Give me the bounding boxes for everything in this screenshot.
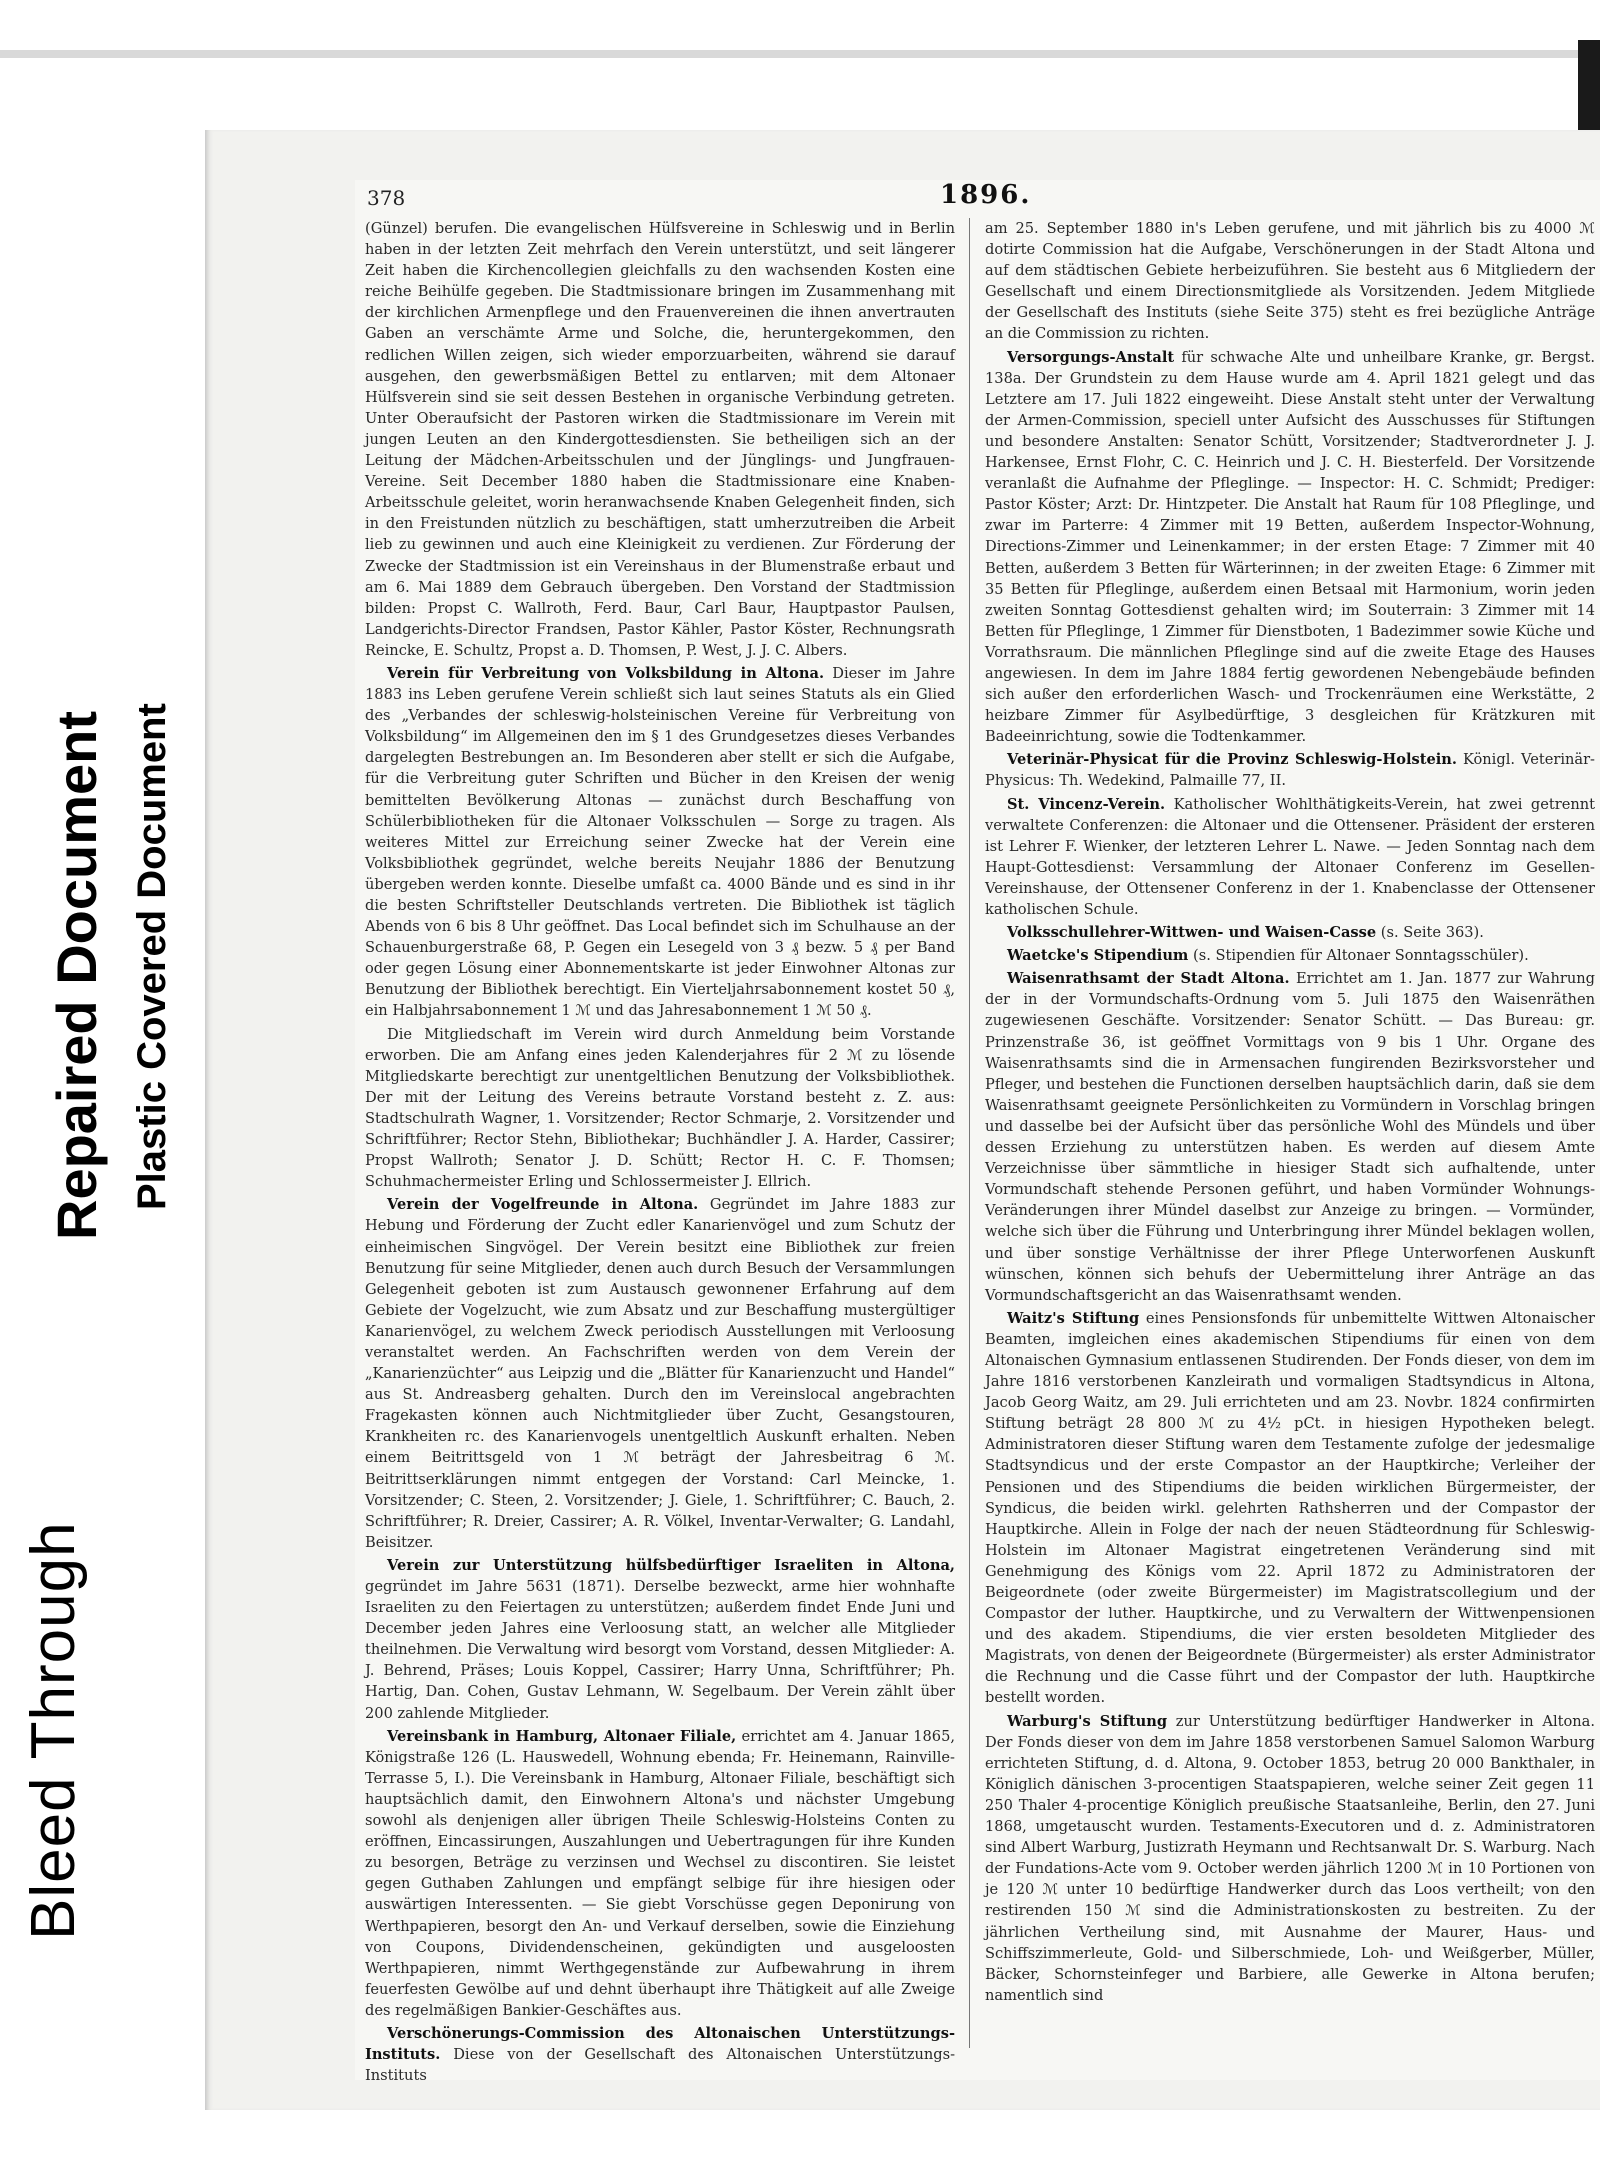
paragraph	[365, 1555, 955, 1724]
entry-heading: Versorgungs-Anstalt	[1007, 348, 1175, 366]
entry-heading: Veterinär-Physicat für die Provinz Schleswig-Holstein.	[1007, 751, 1457, 769]
entry-text: (s. Stipendien für Altonaer Sonntagsschüler).	[1193, 947, 1529, 965]
entry-heading: Volksschullehrer-Wittwen- und Waisen-Casse	[1007, 924, 1377, 942]
entry-text: Diese von der Gesellschaft des Altonaischen Unterstützungs-Instituts	[365, 2046, 956, 2085]
paragraph	[365, 2023, 955, 2086]
paragraph	[365, 218, 955, 661]
entry-heading: Waitz's Stiftung	[1007, 1309, 1140, 1327]
entry-heading: Warburg's Stiftung	[1007, 1712, 1168, 1730]
scanner-edge	[0, 50, 1600, 58]
entry-text: gegründet im Jahre 5631 (1871). Derselbe bezweckt, arme hier wohnhafte Israeliten zu den Feiertagen zu unterstützen; außerdem findet Ende Juni und December jeden Jahres eine Verloosung statt, an welcher alle Mitglieder theilnehmen. Die Verwaltung wird besorgt vom Vorstand, dessen Mitglieder: A. J. Behrend, Präses; Louis Koppel, Cassirer; Harry Unna, Schriftführer; Ph. Hartig, Dan. Cohen, Gustav Lehmann, W. Segelbaum. Der Verein zählt über 200 zahlende Mitglieder.	[365, 1578, 955, 1722]
left-column	[365, 218, 955, 2088]
entry-heading: Waetcke's Stipendium	[1007, 947, 1189, 965]
entry-heading: Vereinsbank in Hamburg, Altonaer Filiale,	[387, 1727, 737, 1745]
entry-text: Katholischer Wohlthätigkeits-Verein, hat zwei getrennt verwaltete Conferenzen: die Altonaer und die Ottensener. Präsident der ersteren ist Lehrer F. Wienker, der letzteren Lehrer L. Nawe. — Jeden Sonntag nach dem Haupt-Gottesdienst: Versammlung der Altonaer Conferenz im Gesellen-Vereinshause, der Ottensener Conferenz in der 1. Knabenclasse der Ottensener katholischen Schule.	[985, 795, 1595, 918]
paragraph	[985, 1308, 1595, 1709]
paragraph	[985, 218, 1595, 345]
entry-heading: Verein der Vogelfreunde in Altona.	[387, 1196, 699, 1214]
repaired-document-label: Repaired Document	[45, 711, 108, 1240]
paragraph	[365, 663, 955, 1022]
plastic-covered-label: Plastic Covered Document	[130, 703, 174, 1210]
entry-text: (Günzel) berufen. Die evangelischen Hülfsvereine in Schleswig und in Berlin haben in der letzten Zeit mehrfach den Verein unterstützt, und seit längerer Zeit haben die Kirchencollegien gleichfalls zu den wachsenden Kosten eine reiche Beihülfe gegeben. Die Stadtmissionare bringen im Zusammenhang mit der kirchlichen Armenpflege und den Frauenvereinen die ihnen anvertrauten Gaben an verschämte Arme und Solche, die, heruntergekommen, den redlichen Willen zeigen, sich wieder emporzuarbeiten, während sie darauf ausgehen, den gewerbsmäßigen Bettel zu entlarven; mit dem Altonaer Hülfsverein sind sie seit dessen Bestehen in organische Verbindung getreten. Unter Oberaufsicht der Pastoren wirken die Stadtmissionare im Verein mit jungen Leuten an den Kindergottesdiensten. Sie betheiligen sich an der Leitung der Mädchen-Arbeitsschulen und der Jünglings- und Jungfrauen-Vereine. Seit December 1880 haben die Stadtmissionare eine Knaben-Arbeitsschule geleitet, worin heranwachsende Knaben Gelegenheit finden, sich in den Freistunden nützlich zu beschäftigen, statt umherzutreiben die Arbeit lieb zu gewinnen und auch eine Kleinigkeit zu verdienen. Zur Förderung der Zwecke der Stadtmission ist ein Vereinshaus in der Blumenstraße erbaut und am 6. Mai 1889 dem Gebrauch übergeben. Den Vorstand der Stadtmission bilden: Propst C. Wallroth, Ferd. Baur, Carl Baur, Hauptpastor Paulsen, Landgerichts-Director Frandsen, Pastor Kähler, Pastor Köster, Rechnungsrath Reincke, E. Schultz, Propst a. D. Thomsen, P. West, J. J. C. Albers.	[365, 220, 955, 659]
scanned-page	[205, 130, 1600, 2110]
paragraph	[985, 794, 1595, 921]
paragraph	[985, 1711, 1595, 2006]
paragraph	[365, 1726, 955, 2021]
bleed-through-label: Bleed Through	[19, 1521, 88, 1940]
page-content	[355, 180, 1600, 2085]
entry-text: für schwache Alte und unheilbare Kranke, gr. Bergst. 138a. Der Grundstein zu dem Hause wurde am 4. April 1821 gelegt und das Letztere am 17. Juli 1822 eingeweiht. Diese Anstalt steht unter der Verwaltung der Armen-Commission, speciell unter Aufsicht des Ausschusses für Stiftungen und besondere Anstalten: Senator Schütt, Vorsitzender; Stadtverordneter J. J. Harkensee, Ernst Flohr, C. C. Heinrich und J. C. H. Biesterfeld. Der Vorsitzende veranlaßt die Aufnahme der Pfleglinge. — Inspector: H. C. Schmidt; Prediger: Pastor Köster; Arzt: Dr. Hintzpeter. Die Anstalt hat Raum für 108 Pfleglinge, und zwar im Parterre: 4 Zimmer mit 19 Betten, außerdem Inspector-Wohnung, Directions-Zimmer und Leinenkammer; in der ersten Etage: 7 Zimmer mit 40 Betten, außerdem 3 Betten für Wärterinnen; in der zweiten Etage: 6 Zimmer mit 35 Betten für Pfleglinge, außerdem einen Betsaal mit Harmonium, worin jeden zweiten Sonntag Gottesdienst gehalten wird; im Souterrain: 3 Zimmer mit 14 Betten für Pfleglinge, 1 Zimmer für Dienstboten, 1 Badezimmer sowie Küche und Vorrathsraum. Die männlichen Pfleglinge sind auf die zweite Etage des Hauses angewiesen. In dem im Jahre 1884 fertig gewordenen Nebengebäude befinden sich außer den erforderlichen Wasch- und Trockenräumen eine Werkstätte, 2 heizbare Zimmer für Asylbedürftige, 3 desgleichen für Krätzkuren mit Badeeinrichtung, sowie die Todtenkammer.	[985, 348, 1595, 746]
entry-text: Königl. Veterinär-Physicus: Th. Wedekind, Palmaille 77, II.	[985, 751, 1595, 790]
entry-text: errichtet am 4. Januar 1865, Königstraße 126 (L. Hauswedell, Wohnung ebenda; Fr. Heinemann, Rainville-Terrasse 5, I.). Die Vereinsbank in Hamburg, Altonaer Filiale, beschäftigt sich hauptsächlich damit, den Einwohnern Altona's und nächster Umgebung sowohl als denjenigen aller übrigen Theile Schleswig-Holsteins Conten zu eröffnen, Eincassirungen, Auszahlungen und Uebertragungen für ihre Kunden zu besorgen, Beträge zu verzinsen und Wechsel zu discontiren. Sie leistet gegen Guthaben Zahlungen und empfängt selbige für ihre hiesigen oder auswärtigen Interessenten. — Sie giebt Vorschüsse gegen Deponirung von Werthpapieren, besorgt den An- und Verkauf derselben, sowie die Einziehung von Coupons, Dividendenscheinen, gekündigten und ausgeloosten Werthpapieren, nimmt Werthgegenstände zur Aufbewahrung in ihrem feuerfesten Gewölbe auf und dehnt überhaupt ihre Thätigkeit auf alle Zweige des regelmäßigen Bankier-Geschäftes aus.	[365, 1727, 956, 2019]
entry-heading: Verschönerungs-Commission des Altonaischen Unterstützungs-Instituts.	[365, 2024, 955, 2064]
page-number: 378	[367, 186, 406, 210]
column-divider	[969, 218, 970, 2048]
entry-heading: St. Vincenz-Verein.	[1007, 795, 1166, 813]
entry-text: Die Mitgliedschaft im Verein wird durch Anmeldung beim Vorstande erworben. Die am Anfang eines jeden Kalenderjahres für 2 ℳ zu lösende Mitgliedskarte berechtigt zur unentgeltlichen Benutzung der Volksbibliothek. Der mit der Leitung des Vereins betraute Vorstand besteht z. Z. aus: Stadtschulrath Wagner, 1. Vorsitzender; Rector Schmarje, 2. Vorsitzender und Schriftführer; Rector Stehn, Bibliothekar; Buchhändler J. A. Harder, Cassirer; Propst Wallroth; Senator J. D. Schütt; Rector H. C. F. Thomsen; Schuhmachermeister Erling und Schlossermeister J. Ellrich.	[365, 1025, 955, 1191]
entry-text: zur Unterstützung bedürftiger Handwerker in Altona. Der Fonds dieser von dem im Jahre 1858 verstorbenen Samuel Salomon Warburg errichteten Stiftung, d. d. Altona, 9. October 1853, betrug 20 000 Bankthaler, in Königlich dänischen 3-procentigen Staatspapieren, welche seiner Zeit gegen 11 250 Thaler 4-procentige Königlich preußische Staatsanleihe, Berlin, den 27. Juni 1868, umgetauscht wurden. Testaments-Executoren und d. z. Administratoren sind Albert Warburg, Justizrath Heymann und Rechtsanwalt Dr. S. Warburg. Nach der Fundations-Acte vom 9. October werden jährlich 1200 ℳ in 10 Portionen von je 120 ℳ unter 10 bedürftige Handwerker durch das Loos vertheilt; von den restirenden 150 ℳ sind die Administrationskosten zu bestreiten. Zu der jährlichen Vertheilung sind, mit Ausnahme der Maurer, Haus- und Schiffszimmerleute, Gold- und Silberschmiede, Loh- und Weißgerber, Müller, Bäcker, Schornsteinfeger und Barbiere, alle Gewerke in Altona berufen; namentlich sind	[985, 1712, 1595, 2004]
entry-heading: Verein für Verbreitung von Volksbildung in Altona.	[387, 664, 825, 682]
right-column	[985, 218, 1595, 2008]
entry-text: Gegründet im Jahre 1883 zur Hebung und Förderung der Zucht edler Kanarienvögel und zum Schutz der einheimischen Singvögel. Der Verein besitzt eine Bibliothek zur freien Benutzung für seine Mitglieder, denen auch durch Besuch der Versammlungen Gelegenheit geboten ist zum Austausch gewonnener Erfahrung auf dem Gebiete der Vogelzucht, wie zum Absatz und zur Beschaffung mustergültiger Kanarienvögel, zu welchem Zweck periodisch Ausstellungen mit Verloosung veranstaltet werden. An Fachschriften werden von dem Verein der „Kanarienzüchter“ aus Leipzig und die „Blätter für Kanarienzucht und Handel“ aus St. Andreasberg gehalten. Durch den im Vereinslocal angebrachten Fragekasten können auch Nichtmitglieder über Zucht, Gesangstouren, Krankheiten rc. des Kanarienvogels unentgeltlich Auskunft erhalten. Neben einem Beitrittsgeld von 1 ℳ beträgt der Jahresbeitrag 6 ℳ. Beitrittserklärungen nimmt entgegen der Vorstand: Carl Meincke, 1. Vorsitzender; C. Steen, 2. Vorsitzender; J. Giele, 1. Schriftführer; C. Bauch, 2. Schriftführer; R. Dreier, Cassirer; A. R. Völkel, Inventar-Verwalter; G. Landahl, Beisitzer.	[365, 1196, 955, 1551]
paragraph	[985, 968, 1595, 1306]
page-year: 1896.	[940, 180, 1032, 210]
entry-text: Errichtet am 1. Jan. 1877 zur Wahrung der in der Vormundschafts-Ordnung vom 5. Juli 1875 den Waisenräthen zugewiesenen Geschäfte. Vorsitzender: Senator Schütt. — Das Bureau: gr. Prinzenstraße 36, ist geöffnet Vormittags von 9 bis 1 Uhr. Organe des Waisenrathsamts sind die in Armensachen fungirenden Bezirksvorsteher und Pfleger, und bestehen die Functionen derselben hauptsächlich darin, daß sie dem Waisenrathsamt geeignete Persönlichkeiten zu Vormündern in Vorschlag bringen und dasselbe bei der Aufsicht über das persönliche Wohl des Mündels und über dessen Erziehung zu unterstützen haben. Es werden auf diesem Amte Verzeichnisse über sämmtliche in hiesiger Stadt sich aufhaltende, unter Vormundschaft stehende Personen geführt, und haben Vormünder Wohnungs-Veränderungen ihrer Mündel daselbst zur Anzeige zu bringen. — Vormünder, welche sich über die Führung und Unterbringung ihrer Mündel beklagen wollen, und über sonstige Verhältnisse der ihrer Pflege Unterworfenen Auskunft wünschen, können sich behufs der Uebermittelung ihrer Anträge an das Vormundschaftsgericht an das Waisenrathsamt wenden.	[985, 970, 1596, 1304]
entry-text: (s. Seite 363).	[1380, 924, 1484, 942]
paragraph	[985, 945, 1595, 966]
page-header	[355, 180, 1600, 220]
entry-heading: Waisenrathsamt der Stadt Altona.	[1007, 970, 1290, 988]
paragraph	[365, 1194, 955, 1553]
entry-text: Dieser im Jahre 1883 ins Leben gerufene Verein schließt sich laut seines Statuts als ein Glied des „Verbandes der schleswig-holsteinischen Vereine für Verbreitung von Volksbildung“ im Allgemeinen den im § 1 des Grundgesetzes dieses Verbandes dargelegten Bestrebungen an. Im Besonderen aber stellt er sich die Aufgabe, für die Verbreitung guter Schriften und Bücher in den Kreisen der wenig bemittelten Bevölkerung Altonas — zunächst durch Beschaffung von Schülerbibliotheken für die Altonaer Volksschulen — Sorge zu tragen. Als weiteres Mittel zur Erreichung seiner Zwecke hat der Verein eine Volksbibliothek gegründet, welche bereits Neujahr 1886 der Benutzung übergeben werden konnte. Dieselbe umfaßt ca. 4000 Bände und es sind in ihr die besten Schriftsteller Deutschlands vertreten. Die Bibliothek ist täglich Abends von 6 bis 8 Uhr geöffnet. Das Local befindet sich im Schulhause an der Schauenburgerstraße 68, P. Gegen ein Lesegeld von 3 ₰ bezw. 5 ₰ per Band oder gegen Lösung einer Abonnementskarte ist jeder Einwohner Altonas zur Benutzung der Bibliothek berechtigt. Ein Vierteljahrsabonnement kostet 50 ₰, ein Halbjahrsabonnement 1 ℳ und das Jahresabonnement 1 ℳ 50 ₰.	[365, 664, 955, 1020]
paragraph	[985, 749, 1595, 791]
entry-heading: Verein zur Unterstützung hülfsbedürftiger Israeliten in Altona,	[387, 1556, 955, 1574]
paragraph	[365, 1024, 955, 1193]
paragraph	[985, 922, 1595, 943]
entry-text: am 25. September 1880 in's Leben gerufene, und mit jährlich bis zu 4000 ℳ dotirte Commission hat die Aufgabe, Verschönerungen in der Stadt Altona und auf dem städtischen Gebiete herbeizuführen. Sie besteht aus 6 Mitgliedern der Gesellschaft und einem Directionsmitgliede als Vorsitzenden. Jedem Mitgliede der Gesellschaft des Instituts (siehe Seite 375) steht es frei bezügliche Anträge an die Commission zu richten.	[985, 220, 1595, 343]
paragraph	[985, 347, 1595, 748]
entry-text: eines Pensionsfonds für unbemittelte Wittwen Altonaischer Beamten, imgleichen eines akademischen Stipendiums für einen von dem Altonaischen Gymnasium entlassenen Studirenden. Der Fonds dieser, von dem im Jahre 1816 verstorbenen Kanzleirath und vormaligen Stadtsyndicus in Altona, Jacob Georg Waitz, am 29. Juli errichteten und am 23. Novbr. 1824 confirmirten Stiftung beträgt 28 800 ℳ zu 4½ pCt. in hiesigen Hypotheken belegt. Administratoren dieser Stiftung waren dem Testamente zufolge der jedesmalige Stadtsyndicus und der erste Compastor an der Hauptkirche; Verleiher der Pensionen und des Stipendiums die beiden wirklichen Bürgermeister, der Syndicus, die beiden wirkl. gelehrten Rathsherren und der Compastor der Hauptkirche. Allein in Folge der nach der neuen Städteordnung für Schleswig-Holstein im Altonaer Magistrat eingetretenen Veränderung sind mit Genehmigung des Königs vom 22. April 1872 zu Administratoren der Beigeordnete (oder zweite Bürgermeister) im Magistratscollegium und der Compastor der luther. Hauptkirche, und zu Verwaltern der Wittwenpensionen und des akadem. Stipendiums, die vier ersten besoldeten Mitglieder des Magistrats, von denen der Beigeordnete (Bürgermeister) als erster Administrator die Rechnung und die Casse führt und der Compastor der luth. Hauptkirche bestellt worden.	[985, 1309, 1596, 1707]
